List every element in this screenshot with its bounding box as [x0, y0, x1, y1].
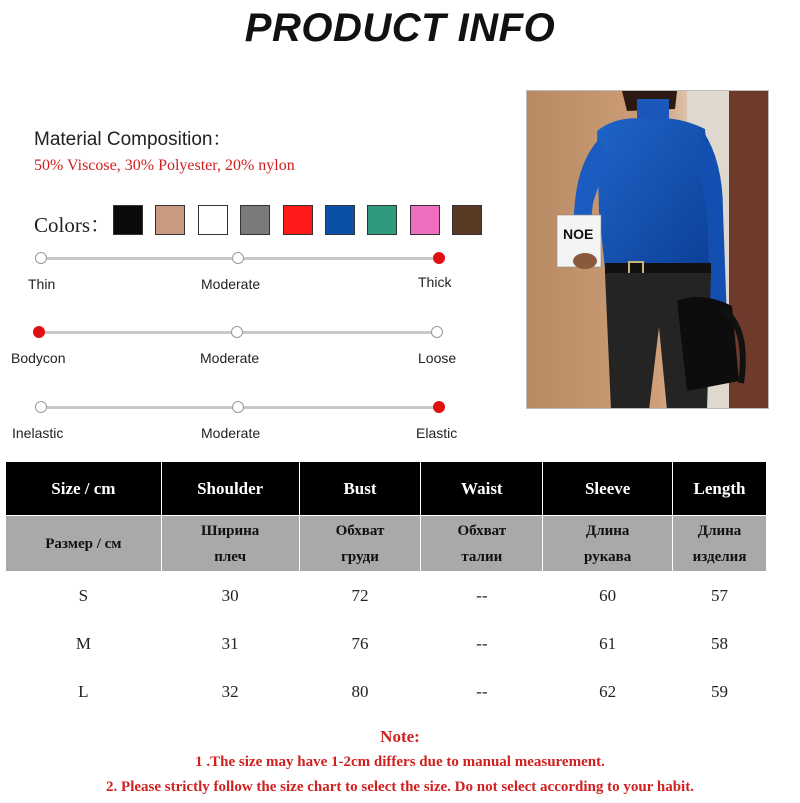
color-swatch[interactable]	[240, 205, 270, 235]
header-ru-text: груди	[341, 548, 379, 565]
table-cell: 59	[673, 668, 767, 716]
color-swatch[interactable]	[325, 205, 355, 235]
table-row	[6, 620, 767, 668]
colors-label: Colors：	[34, 213, 112, 237]
table-cell: 72	[299, 572, 421, 620]
table-cell: 31	[161, 620, 299, 668]
table-cell: 58	[673, 620, 767, 668]
header-ru-text: Размер / см	[45, 535, 122, 552]
color-swatch[interactable]	[155, 205, 185, 235]
scale-dot	[232, 401, 244, 413]
col-header-size: Size / cm	[6, 462, 162, 516]
scale-label-thin: Thin	[28, 276, 56, 292]
header-ru-text: Обхват	[335, 522, 385, 539]
note-title: Note:	[380, 727, 420, 746]
col-header-ru-bust	[299, 516, 421, 572]
col-header-sleeve: Sleeve	[543, 462, 673, 516]
header-ru-text: талии	[461, 548, 503, 565]
note-line-2: 2. Please strictly follow the size chart to select the size. Do not select according to your habit.	[106, 779, 694, 795]
table-row	[6, 668, 767, 716]
scale-dot	[231, 326, 243, 338]
model-illustration	[527, 91, 769, 409]
scale-dot	[232, 252, 244, 264]
header-ru-text: изделия	[692, 548, 747, 565]
table-cell: 61	[543, 620, 673, 668]
thickness-scale	[0, 250, 500, 300]
color-swatch[interactable]	[410, 205, 440, 235]
page-title: PRODUCT INFO	[244, 6, 556, 50]
table-cell: 60	[543, 572, 673, 620]
header-ru-text: плеч	[214, 548, 247, 565]
scale-dot-active	[33, 326, 45, 338]
header-ru-text: Ширина	[201, 522, 260, 539]
col-header-waist: Waist	[421, 462, 543, 516]
header-ru-text: Длина	[697, 522, 742, 539]
col-header-ru-waist	[421, 516, 543, 572]
table-header-row-ru	[6, 516, 767, 572]
table-cell: S	[6, 572, 162, 620]
scale-label-elastic: Elastic	[416, 425, 458, 441]
table-cell: 62	[543, 668, 673, 716]
table-cell: 57	[673, 572, 767, 620]
col-header-ru-size	[6, 516, 162, 572]
size-chart-table	[5, 461, 767, 716]
scale-dot	[35, 252, 47, 264]
col-header-shoulder: Shoulder	[161, 462, 299, 516]
table-cell: --	[421, 620, 543, 668]
table-cell: --	[421, 668, 543, 716]
table-cell: 30	[161, 572, 299, 620]
scale-label-moderate: Moderate	[201, 276, 261, 292]
color-swatch[interactable]	[113, 205, 143, 235]
scale-dot	[431, 326, 443, 338]
table-cell: 32	[161, 668, 299, 716]
scale-dot-active	[433, 401, 445, 413]
table-cell: --	[421, 572, 543, 620]
magazine-text: NOE	[563, 226, 594, 242]
color-swatch[interactable]	[367, 205, 397, 235]
col-header-ru-sleeve	[543, 516, 673, 572]
header-ru-text: Длина	[585, 522, 630, 539]
header-ru-text: рукава	[584, 548, 632, 565]
scale-label-loose: Loose	[418, 350, 457, 366]
scale-dot-active	[433, 252, 445, 264]
header-ru-text: Обхват	[457, 522, 507, 539]
color-swatch[interactable]	[283, 205, 313, 235]
col-header-bust: Bust	[299, 462, 421, 516]
elasticity-scale	[0, 399, 500, 449]
note-line-1: 1 .The size may have 1-2cm differs due to manual measurement.	[195, 754, 605, 770]
table-cell: L	[6, 668, 162, 716]
scale-label-thick: Thick	[418, 274, 452, 290]
color-swatch[interactable]	[452, 205, 482, 235]
fit-scale	[0, 324, 500, 374]
table-header-row	[6, 462, 767, 516]
scale-label-moderate: Moderate	[200, 350, 260, 366]
col-header-ru-shoulder	[161, 516, 299, 572]
table-cell: M	[6, 620, 162, 668]
product-photo	[526, 90, 769, 409]
scale-dot	[35, 401, 47, 413]
table-row	[6, 572, 767, 620]
table-cell: 76	[299, 620, 421, 668]
scale-label-bodycon: Bodycon	[11, 350, 66, 366]
col-header-ru-length	[673, 516, 767, 572]
material-label: Material Composition：	[34, 129, 232, 150]
col-header-length: Length	[673, 462, 767, 516]
color-swatch[interactable]	[198, 205, 228, 235]
scale-label-inelastic: Inelastic	[12, 425, 64, 441]
scale-label-moderate: Moderate	[201, 425, 261, 441]
material-value: 50% Viscose, 30% Polyester, 20% nylon	[34, 157, 295, 174]
table-cell: 80	[299, 668, 421, 716]
